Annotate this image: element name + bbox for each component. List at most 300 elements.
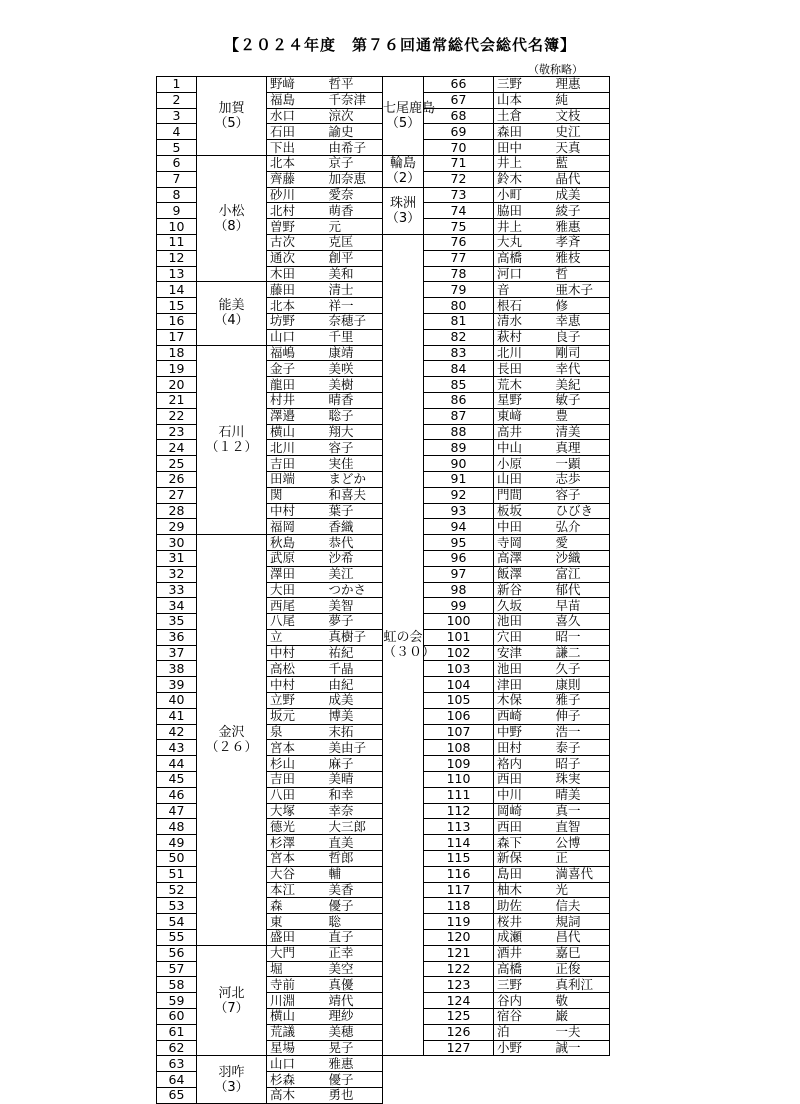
member-surname: 大門 [267, 945, 329, 961]
member-given-name: 聡 [329, 914, 383, 930]
member-given-name: 美晴 [329, 772, 383, 788]
member-surname: 成瀬 [494, 930, 556, 946]
member-number: 78 [424, 266, 494, 282]
member-number: 106 [424, 708, 494, 724]
member-number: 68 [424, 108, 494, 124]
member-number: 59 [157, 993, 197, 1009]
member-given-name: 千晶 [329, 661, 383, 677]
member-row [157, 582, 383, 598]
member-number: 98 [424, 582, 494, 598]
member-given-name: 沙希 [329, 550, 383, 566]
member-given-name: つかさ [329, 582, 383, 598]
member-number: 34 [157, 598, 197, 614]
member-row [157, 124, 383, 140]
member-row [157, 930, 383, 946]
member-surname: 中山 [494, 440, 556, 456]
branch-name: 七尾鹿島 [383, 100, 436, 116]
member-row [157, 155, 383, 171]
branch-name: 輪島 [389, 156, 416, 172]
member-given-name: 規詞 [556, 914, 610, 930]
member-number: 117 [424, 882, 494, 898]
branch-name: 虹の会 [383, 630, 423, 646]
member-number: 36 [157, 629, 197, 645]
member-surname: 坂元 [267, 708, 329, 724]
member-row [157, 1088, 383, 1104]
member-number: 91 [424, 471, 494, 487]
member-given-name: 真利江 [556, 977, 610, 993]
member-surname: 福嶋 [267, 345, 329, 361]
member-surname: 新谷 [494, 582, 556, 598]
member-given-name: 雅惠 [556, 219, 610, 235]
member-number: 79 [424, 282, 494, 298]
member-number: 73 [424, 187, 494, 203]
member-given-name: 萌香 [329, 203, 383, 219]
member-number: 50 [157, 851, 197, 867]
member-row [157, 1056, 383, 1072]
member-row [157, 550, 383, 566]
member-row [157, 866, 383, 882]
member-number: 4 [157, 124, 197, 140]
member-row [383, 234, 610, 250]
member-row [157, 92, 383, 108]
member-number: 126 [424, 1024, 494, 1040]
member-surname: 河口 [494, 266, 556, 282]
member-surname: 福島 [267, 92, 329, 108]
member-surname: 森 [267, 898, 329, 914]
member-given-name: 一顕 [556, 456, 610, 472]
member-row [157, 614, 383, 630]
member-row [157, 1024, 383, 1040]
member-given-name: 清美 [556, 424, 610, 440]
member-number: 89 [424, 440, 494, 456]
member-number: 94 [424, 519, 494, 535]
member-given-name: 愛 [556, 535, 610, 551]
member-given-name: 泰子 [556, 740, 610, 756]
branch-count: （8） [214, 218, 249, 234]
member-surname: 宿谷 [494, 1009, 556, 1025]
member-number: 55 [157, 930, 197, 946]
member-surname: 中田 [494, 519, 556, 535]
member-surname: 高橋 [494, 961, 556, 977]
member-surname: 山田 [494, 471, 556, 487]
member-surname: 曽野 [267, 219, 329, 235]
member-given-name: 靖代 [329, 993, 383, 1009]
member-surname: 高橋 [494, 250, 556, 266]
member-row [157, 851, 383, 867]
member-given-name: 容子 [329, 440, 383, 456]
member-given-name: 容子 [556, 487, 610, 503]
branch-cell [197, 77, 267, 156]
member-number: 127 [424, 1040, 494, 1056]
member-surname: 三野 [494, 77, 556, 93]
member-number: 105 [424, 693, 494, 709]
member-surname: 中村 [267, 503, 329, 519]
member-row [157, 77, 383, 93]
member-surname: 小野 [494, 1040, 556, 1056]
member-given-name: 恭代 [329, 535, 383, 551]
member-surname: 井上 [494, 155, 556, 171]
member-number: 38 [157, 661, 197, 677]
member-surname: 津田 [494, 677, 556, 693]
member-number: 83 [424, 345, 494, 361]
member-number: 49 [157, 835, 197, 851]
member-row [157, 693, 383, 709]
member-row [157, 282, 383, 298]
member-number: 15 [157, 298, 197, 314]
member-row [157, 377, 383, 393]
member-given-name: 郁代 [556, 582, 610, 598]
member-surname: 荒議 [267, 1024, 329, 1040]
member-number: 54 [157, 914, 197, 930]
member-given-name: 富江 [556, 566, 610, 582]
member-row [157, 914, 383, 930]
member-surname: 大谷 [267, 866, 329, 882]
member-given-name: 嘉巳 [556, 945, 610, 961]
member-surname: 宮本 [267, 851, 329, 867]
member-given-name: 美香 [329, 882, 383, 898]
member-number: 51 [157, 866, 197, 882]
member-number: 47 [157, 803, 197, 819]
member-given-name: 哲 [556, 266, 610, 282]
member-given-name: 雅子 [556, 693, 610, 709]
member-number: 5 [157, 140, 197, 156]
member-number: 7 [157, 171, 197, 187]
member-surname: 島田 [494, 866, 556, 882]
member-surname: 森田 [494, 124, 556, 140]
branch-name: 河北 [218, 985, 245, 1001]
member-surname: 中村 [267, 677, 329, 693]
member-surname: 森下 [494, 835, 556, 851]
member-given-name: 理紗 [329, 1009, 383, 1025]
member-surname: 高木 [267, 1088, 329, 1104]
member-surname: 長田 [494, 361, 556, 377]
member-given-name: 満喜代 [556, 866, 610, 882]
member-given-name: 聡子 [329, 408, 383, 424]
member-row [157, 313, 383, 329]
member-surname: 北川 [494, 345, 556, 361]
member-row [157, 835, 383, 851]
branch-count: （2） [385, 171, 421, 187]
member-surname: 武原 [267, 550, 329, 566]
member-given-name: 博美 [329, 708, 383, 724]
member-number: 116 [424, 866, 494, 882]
member-surname: 根石 [494, 298, 556, 314]
member-number: 121 [424, 945, 494, 961]
member-given-name: 真樹子 [329, 629, 383, 645]
member-number: 108 [424, 740, 494, 756]
member-given-name: 康靖 [329, 345, 383, 361]
member-given-name: 誠一 [556, 1040, 610, 1056]
member-given-name: 剛司 [556, 345, 610, 361]
branch-name: 石川 [218, 424, 245, 440]
member-row [157, 961, 383, 977]
member-surname: 土倉 [494, 108, 556, 124]
member-number: 42 [157, 724, 197, 740]
member-number: 66 [424, 77, 494, 93]
member-row [157, 772, 383, 788]
member-surname: 北川 [267, 440, 329, 456]
member-given-name: 弘介 [556, 519, 610, 535]
member-given-name: 雅惠 [329, 1056, 383, 1072]
member-given-name: 良子 [556, 329, 610, 345]
member-given-name: ひびき [556, 503, 610, 519]
member-row [157, 1040, 383, 1056]
member-surname: 穴田 [494, 629, 556, 645]
member-given-name: 晶代 [556, 171, 610, 187]
member-number: 19 [157, 361, 197, 377]
member-given-name: 創平 [329, 250, 383, 266]
member-number: 45 [157, 772, 197, 788]
member-surname: 高井 [494, 424, 556, 440]
member-surname: 山本 [494, 92, 556, 108]
member-given-name: 千奈津 [329, 92, 383, 108]
member-number: 13 [157, 266, 197, 282]
member-given-name: 直美 [329, 835, 383, 851]
member-surname: 八田 [267, 787, 329, 803]
member-surname: 金子 [267, 361, 329, 377]
member-given-name: 美智 [329, 598, 383, 614]
member-row [157, 661, 383, 677]
member-surname: 本江 [267, 882, 329, 898]
member-surname: 北本 [267, 298, 329, 314]
member-number: 99 [424, 598, 494, 614]
member-given-name: 美由子 [329, 740, 383, 756]
member-given-name: 修 [556, 298, 610, 314]
member-surname: 清水 [494, 313, 556, 329]
member-number: 12 [157, 250, 197, 266]
member-number: 124 [424, 993, 494, 1009]
member-number: 69 [424, 124, 494, 140]
member-number: 1 [157, 77, 197, 93]
member-given-name: 昌代 [556, 930, 610, 946]
member-row [157, 140, 383, 156]
member-given-name: 昭一 [556, 629, 610, 645]
member-surname: 齊藤 [267, 171, 329, 187]
member-number: 30 [157, 535, 197, 551]
member-surname: 小原 [494, 456, 556, 472]
member-row [157, 487, 383, 503]
member-surname: 中川 [494, 787, 556, 803]
member-given-name: 晴美 [556, 787, 610, 803]
member-number: 110 [424, 772, 494, 788]
member-row [157, 361, 383, 377]
member-number: 18 [157, 345, 197, 361]
member-surname: 立野 [267, 693, 329, 709]
member-given-name: 美空 [329, 961, 383, 977]
member-surname: 堀 [267, 961, 329, 977]
branch-count: （２６） [205, 739, 258, 755]
member-row [157, 203, 383, 219]
branch-count: （３０） [383, 645, 436, 661]
member-number: 82 [424, 329, 494, 345]
member-surname: 八尾 [267, 614, 329, 630]
member-surname: 杉森 [267, 1072, 329, 1088]
member-row [157, 803, 383, 819]
member-row [157, 329, 383, 345]
member-given-name: 直智 [556, 819, 610, 835]
member-surname: 安津 [494, 645, 556, 661]
member-given-name: まどか [329, 471, 383, 487]
member-given-name: 康則 [556, 677, 610, 693]
member-row [157, 724, 383, 740]
member-row [157, 629, 383, 645]
member-surname: 古次 [267, 234, 329, 250]
member-surname: 泉 [267, 724, 329, 740]
member-row [157, 440, 383, 456]
member-surname: 大塚 [267, 803, 329, 819]
member-surname: 田村 [494, 740, 556, 756]
member-given-name: 直子 [329, 930, 383, 946]
member-number: 71 [424, 155, 494, 171]
member-surname: 北村 [267, 203, 329, 219]
member-given-name: 優子 [329, 1072, 383, 1088]
member-given-name: 敬 [556, 993, 610, 1009]
member-surname: 坊野 [267, 313, 329, 329]
branch-cell [197, 1056, 267, 1103]
member-given-name: 久子 [556, 661, 610, 677]
branch-count: （5） [385, 115, 421, 131]
member-number: 118 [424, 898, 494, 914]
member-given-name: 和喜夫 [329, 487, 383, 503]
branch-cell [383, 187, 424, 234]
member-number: 84 [424, 361, 494, 377]
member-given-name: 美樹 [329, 377, 383, 393]
member-surname: 高松 [267, 661, 329, 677]
member-given-name: 幸奈 [329, 803, 383, 819]
member-number: 109 [424, 756, 494, 772]
member-given-name: 晴香 [329, 392, 383, 408]
member-number: 125 [424, 1009, 494, 1025]
member-surname: 大丸 [494, 234, 556, 250]
member-surname: 荒木 [494, 377, 556, 393]
member-given-name: 和幸 [329, 787, 383, 803]
member-number: 64 [157, 1072, 197, 1088]
member-number: 103 [424, 661, 494, 677]
member-given-name: 夢子 [329, 614, 383, 630]
branch-cell [197, 345, 267, 535]
member-given-name: 奈穂子 [329, 313, 383, 329]
member-row [157, 392, 383, 408]
member-given-name: 幸代 [556, 361, 610, 377]
member-given-name: 千里 [329, 329, 383, 345]
right-roster-table [382, 76, 610, 1056]
member-row [157, 456, 383, 472]
member-number: 96 [424, 550, 494, 566]
member-row [157, 977, 383, 993]
member-surname: 田端 [267, 471, 329, 487]
member-given-name: 翔大 [329, 424, 383, 440]
member-number: 122 [424, 961, 494, 977]
branch-count: （5） [214, 115, 249, 131]
member-row [157, 187, 383, 203]
member-number: 20 [157, 377, 197, 393]
member-surname: 澤田 [267, 566, 329, 582]
member-given-name: 葉子 [329, 503, 383, 519]
member-surname: 中村 [267, 645, 329, 661]
member-given-name: 優子 [329, 898, 383, 914]
member-surname: 宮本 [267, 740, 329, 756]
member-number: 72 [424, 171, 494, 187]
member-given-name: 祥一 [329, 298, 383, 314]
member-number: 60 [157, 1009, 197, 1025]
member-number: 88 [424, 424, 494, 440]
member-row [157, 819, 383, 835]
member-given-name: 由希子 [329, 140, 383, 156]
member-number: 53 [157, 898, 197, 914]
member-given-name: 伸子 [556, 708, 610, 724]
member-given-name: 敏子 [556, 392, 610, 408]
member-surname: 木保 [494, 693, 556, 709]
member-given-name: 喜久 [556, 614, 610, 630]
member-number: 63 [157, 1056, 197, 1072]
member-surname: 杉山 [267, 756, 329, 772]
member-row [157, 234, 383, 250]
branch-name: 金沢 [218, 724, 245, 740]
member-given-name: 京子 [329, 155, 383, 171]
member-number: 111 [424, 787, 494, 803]
member-number: 80 [424, 298, 494, 314]
member-row [157, 171, 383, 187]
member-surname: 酒井 [494, 945, 556, 961]
member-given-name: 成美 [329, 693, 383, 709]
member-surname: 板坂 [494, 503, 556, 519]
member-number: 76 [424, 234, 494, 250]
member-surname: 星場 [267, 1040, 329, 1056]
member-surname: 門間 [494, 487, 556, 503]
member-number: 2 [157, 92, 197, 108]
member-surname: 柚木 [494, 882, 556, 898]
member-surname: 野﨑 [267, 77, 329, 93]
member-given-name: 清士 [329, 282, 383, 298]
member-given-name: 正 [556, 851, 610, 867]
member-number: 25 [157, 456, 197, 472]
member-number: 90 [424, 456, 494, 472]
member-row [157, 945, 383, 961]
member-given-name: 真一 [556, 803, 610, 819]
member-given-name: 実佳 [329, 456, 383, 472]
member-given-name: 晃子 [329, 1040, 383, 1056]
member-surname: 川淵 [267, 993, 329, 1009]
member-number: 22 [157, 408, 197, 424]
member-number: 44 [157, 756, 197, 772]
member-surname: 池田 [494, 614, 556, 630]
member-number: 102 [424, 645, 494, 661]
member-given-name: 一夫 [556, 1024, 610, 1040]
member-row [383, 187, 610, 203]
member-number: 113 [424, 819, 494, 835]
member-number: 115 [424, 851, 494, 867]
member-number: 8 [157, 187, 197, 203]
member-number: 57 [157, 961, 197, 977]
member-given-name: 天真 [556, 140, 610, 156]
member-surname: 西尾 [267, 598, 329, 614]
member-number: 75 [424, 219, 494, 235]
member-number: 28 [157, 503, 197, 519]
member-surname: 関 [267, 487, 329, 503]
member-given-name: 史江 [556, 124, 610, 140]
member-given-name: 幸恵 [556, 313, 610, 329]
branch-count: （7） [214, 1000, 249, 1016]
member-number: 58 [157, 977, 197, 993]
member-number: 14 [157, 282, 197, 298]
branch-count: （3） [214, 1079, 249, 1095]
member-surname: 音 [494, 282, 556, 298]
member-given-name: 克匡 [329, 234, 383, 250]
member-row [157, 503, 383, 519]
member-surname: 小町 [494, 187, 556, 203]
member-surname: 藤田 [267, 282, 329, 298]
member-surname: 福岡 [267, 519, 329, 535]
